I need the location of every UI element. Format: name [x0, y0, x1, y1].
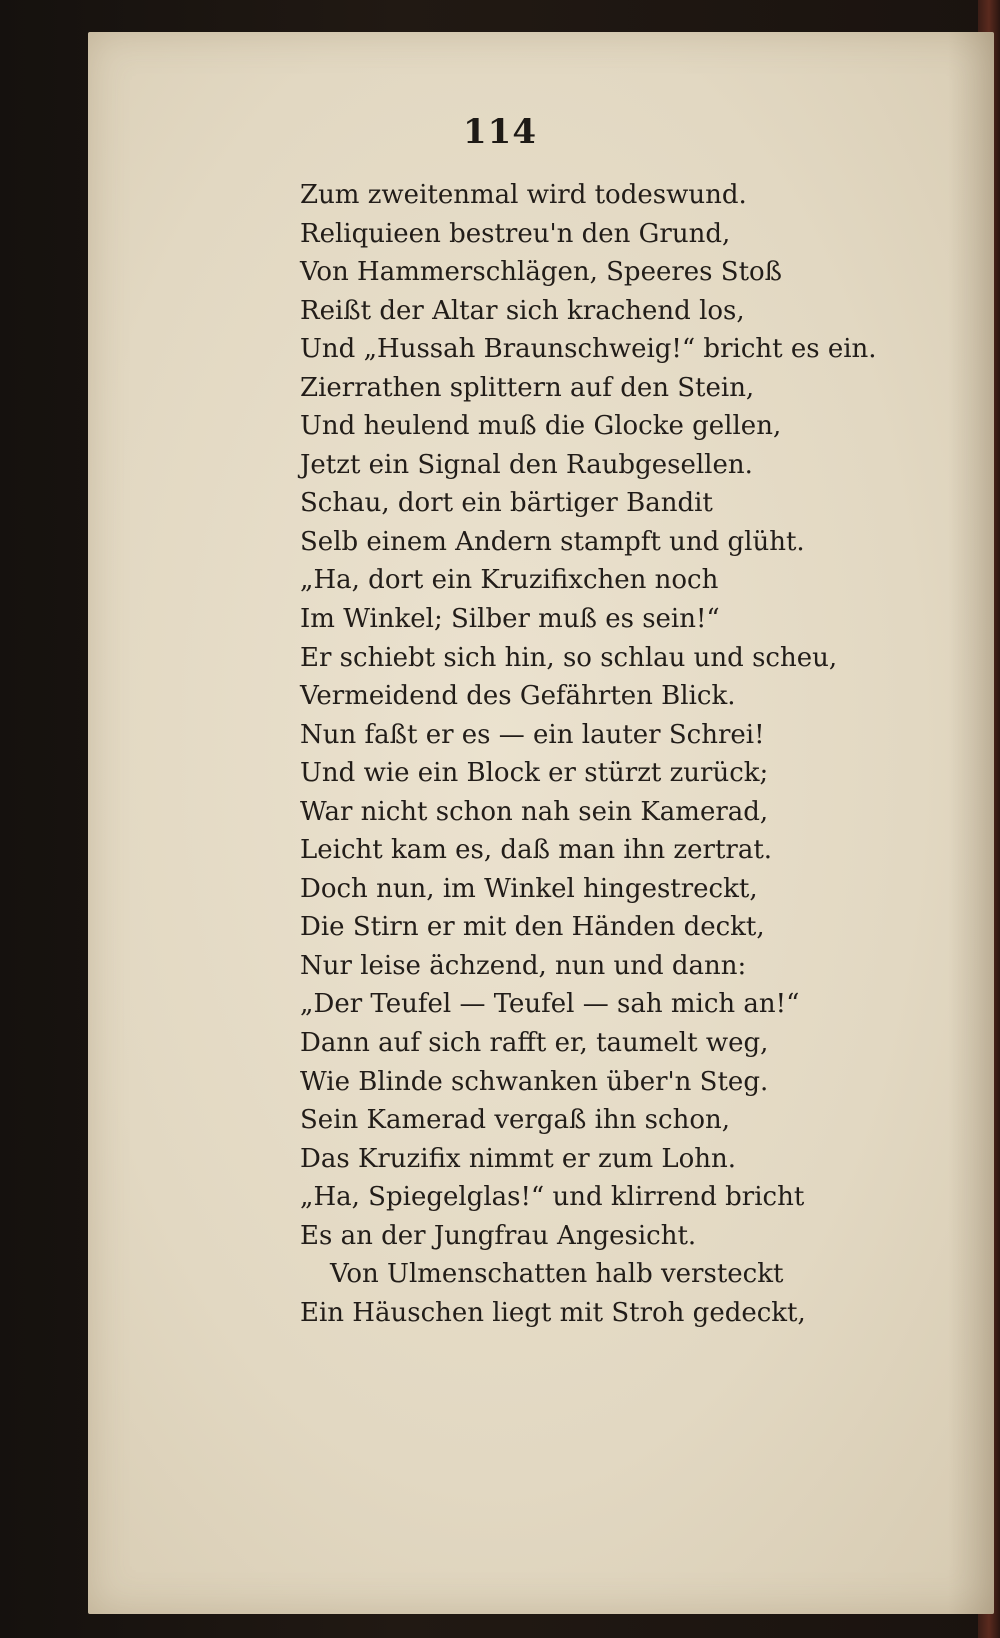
verse-line: „Der Teufel — Teufel — sah mich an!“ [300, 989, 800, 1020]
verse-line: Die Stirn er mit den Händen deckt, [300, 912, 765, 943]
page-edge-shadow [948, 32, 994, 1614]
page-number: 114 [463, 112, 537, 152]
verse-line: Und heulend muß die Glocke gellen, [300, 411, 782, 442]
poem-text [300, 176, 900, 1332]
verse-line: Nur leise ächzend, nun und dann: [300, 950, 747, 981]
verse-line: Vermeidend des Gefährten Blick. [300, 681, 736, 712]
verse-line: Es an der Jungfrau Angesicht. [300, 1220, 697, 1251]
verse-line: Schau, dort ein bärtiger Bandit [300, 488, 713, 519]
verse-line: Wie Blinde schwanken über'n Steg. [300, 1066, 769, 1097]
verse-line: War nicht schon nah sein Kamerad, [300, 796, 769, 827]
verse-line: Reliquieen bestreu'n den Grund, [300, 218, 731, 249]
verse-line: Das Kruzifix nimmt er zum Lohn. [300, 1143, 737, 1174]
verse-line: „Ha, Spiegelglas!“ und klirrend bricht [300, 1182, 805, 1213]
verse-line: Selb einem Andern stampft und glüht. [300, 526, 805, 557]
verse-line: Nun faßt er es — ein lauter Schrei! [300, 719, 765, 750]
verse-line: Ein Häuschen liegt mit Stroh gedeckt, [300, 1297, 806, 1328]
verse-line: Zierrathen splittern auf den Stein, [300, 372, 755, 403]
verse-line-indented: Von Ulmenschatten halb versteckt [330, 1259, 784, 1290]
verse-line: Jetzt ein Signal den Raubgesellen. [300, 449, 753, 480]
verse-line: Leicht kam es, daß man ihn zertrat. [300, 835, 773, 866]
verse-line: „Ha, dort ein Kruzifixchen noch [300, 565, 719, 596]
verse-line: Reißt der Altar sich krachend los, [300, 295, 745, 326]
verse-line: Und wie ein Block er stürzt zurück; [300, 758, 769, 789]
verse-line: Von Hammerschlägen, Speeres Stoß [300, 257, 783, 288]
verse-line: Zum zweitenmal wird todeswund. [300, 180, 747, 210]
verse-line: Sein Kamerad vergaß ihn schon, [300, 1105, 730, 1136]
verse-line: Dann auf sich rafft er, taumelt weg, [300, 1028, 769, 1059]
verse-line: Doch nun, im Winkel hingestreckt, [300, 873, 758, 904]
verse-line: Im Winkel; Silber muß es sein!“ [300, 604, 720, 635]
verse-line: Und „Hussah Braunschweig!“ bricht es ein. [300, 334, 877, 365]
verse-line: Er schiebt sich hin, so schlau und scheu, [300, 642, 838, 673]
